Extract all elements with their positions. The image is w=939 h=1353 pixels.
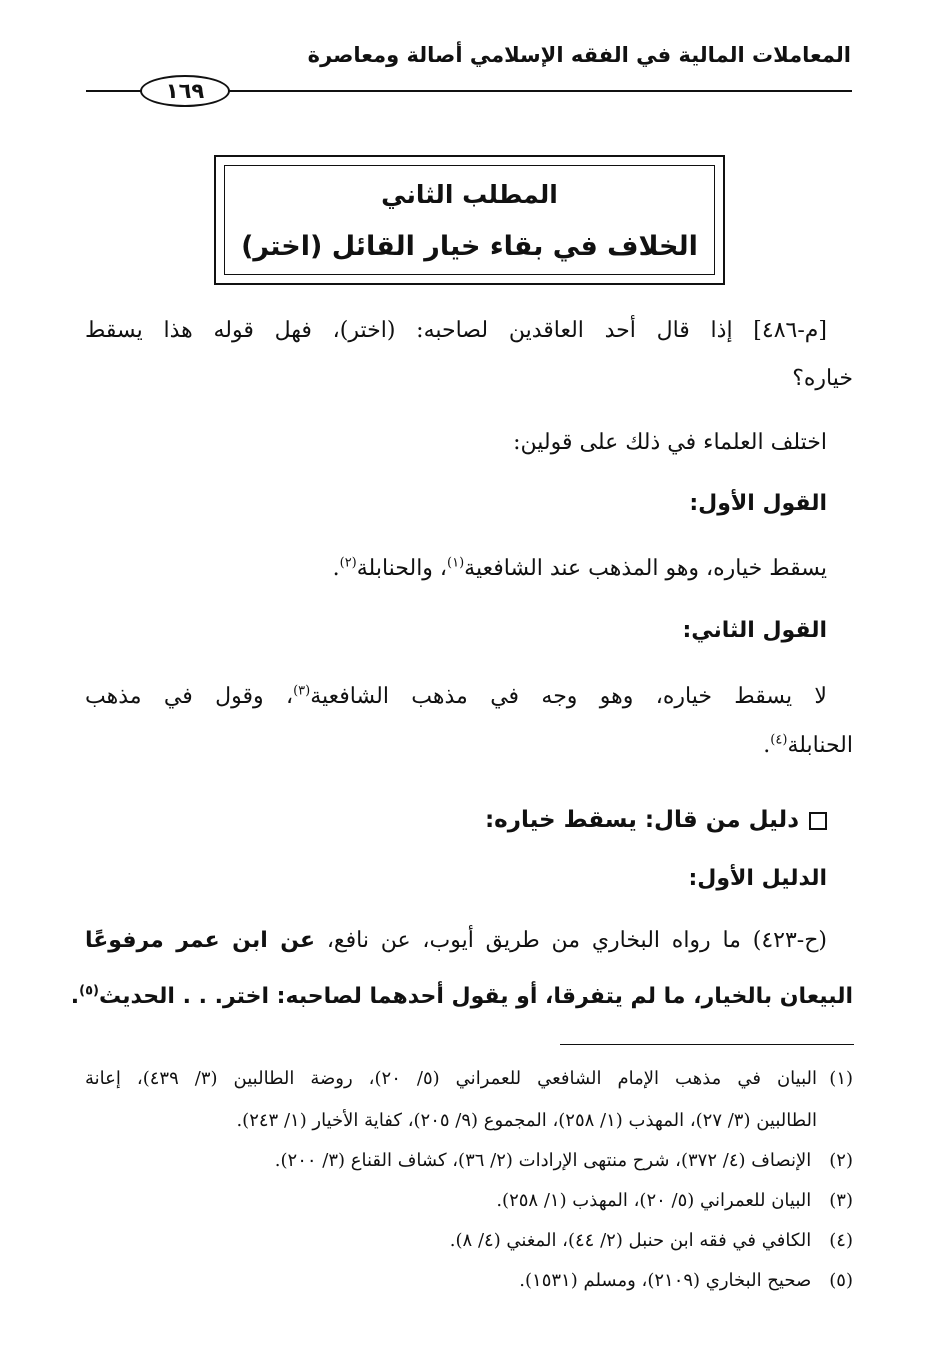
footnote-separator	[560, 1044, 854, 1045]
second-opinion-label: القول الثاني:	[682, 618, 827, 643]
first-evidence-label: الدليل الأول:	[688, 866, 827, 891]
intro-paragraph: اختلف العلماء في ذلك على قولين:	[513, 430, 827, 455]
checkbox-square-icon	[809, 812, 827, 830]
footnote-3-number: (٣)	[829, 1190, 853, 1211]
footnote-ref-3: (٣)	[293, 683, 311, 699]
page-number: ١٦٩	[140, 75, 230, 107]
footnote-4-number: (٤)	[829, 1230, 853, 1251]
second-opinion-part-a: لا يسقط خياره، وهو وجه في مذهب الشافعية	[310, 684, 827, 709]
footnote-5-text: صحيح البخاري (٢١٠٩)، ومسلم (١٥٣١).	[519, 1270, 812, 1291]
first-opinion-end: .	[332, 556, 340, 581]
footnote-1-text: البيان في مذهب الإمام الشافعي للعمراني (٥/ ٢٠)، روضة الطالبين (٣/ ٤٣٩)، إعانة	[85, 1068, 818, 1089]
section-title-box	[214, 155, 725, 285]
section-heading: المطلب الثاني	[381, 180, 558, 209]
running-header-title: المعاملات المالية في الفقه الإسلامي أصالة ومعاصرة	[307, 43, 851, 67]
footnote-1-line-2: الطالبين (٣/ ٢٧)، المهذب (١/ ٢٥٨)، المجموع (٩/ ٢٠٥)، كفاية الأخيار (١/ ٢٤٣).	[236, 1110, 817, 1131]
footnote-4	[85, 1224, 853, 1258]
second-opinion-part-b: ، وقول في مذهب	[85, 684, 294, 709]
second-opinion-line-1	[85, 678, 827, 716]
footnote-ref-4: (٤)	[770, 732, 788, 748]
second-opinion-end: .	[763, 733, 771, 758]
evidence-heading-text: دليل من قال: يسقط خياره:	[484, 807, 799, 833]
second-opinion-line-2	[85, 727, 853, 765]
footnote-2-number: (٢)	[829, 1150, 853, 1171]
footnote-2	[85, 1144, 853, 1178]
hadith-intro: (ح-٤٢٣) ما رواه البخاري من طريق أيوب، عن نافع،	[315, 928, 827, 953]
footnote-1-line-1	[85, 1062, 853, 1096]
footnote-1-number: (١)	[829, 1068, 854, 1089]
footnote-5-number: (٥)	[829, 1270, 853, 1291]
hadith-line-1	[85, 922, 827, 960]
first-opinion-part-a: يسقط خياره، وهو المذهب عند الشافعية	[464, 556, 827, 581]
first-opinion-label: القول الأول:	[689, 491, 827, 516]
footnote-5	[85, 1264, 853, 1298]
footnote-4-text: الكافي في فقه ابن حنبل (٢/ ٤٤)، المغني (٤/ ٨).	[449, 1230, 812, 1251]
hadith-end: .	[70, 984, 80, 1009]
second-opinion-part-c: الحنابلة	[787, 733, 853, 758]
section-subheading: الخلاف في بقاء خيار القائل (اختر)	[241, 231, 698, 262]
evidence-heading	[85, 801, 827, 839]
first-opinion-part-b: ، والحنابلة	[356, 556, 448, 581]
question-line-1: [م-٤٨٦] إذا قال أحد العاقدين لصاحبه: (اختر)، فهل قوله هذا يسقط	[85, 318, 827, 343]
footnote-3	[85, 1184, 853, 1218]
footnote-ref-1: (١)	[447, 555, 465, 571]
footnote-2-text: الإنصاف (٤/ ٣٧٢)، شرح منتهى الإرادات (٢/ ٣٦)، كشاف القناع (٣/ ٢٠٠).	[274, 1150, 812, 1171]
footnote-ref-5: (٥)	[79, 983, 99, 999]
hadith-line-2	[70, 978, 853, 1016]
first-opinion-text	[85, 550, 827, 588]
question-line-2: خياره؟	[792, 366, 853, 391]
hadith-text: البيعان بالخيار، ما لم يتفرقا، أو يقول أحدهما لصاحبه: اختر. . . الحديث	[99, 984, 853, 1009]
footnote-3-text: البيان للعمراني (٥/ ٢٠)، المهذب (١/ ٢٥٨).	[496, 1190, 812, 1211]
footnote-ref-2: (٢)	[339, 555, 357, 571]
hadith-narrator: عن ابن عمر مرفوعًا	[85, 928, 316, 953]
